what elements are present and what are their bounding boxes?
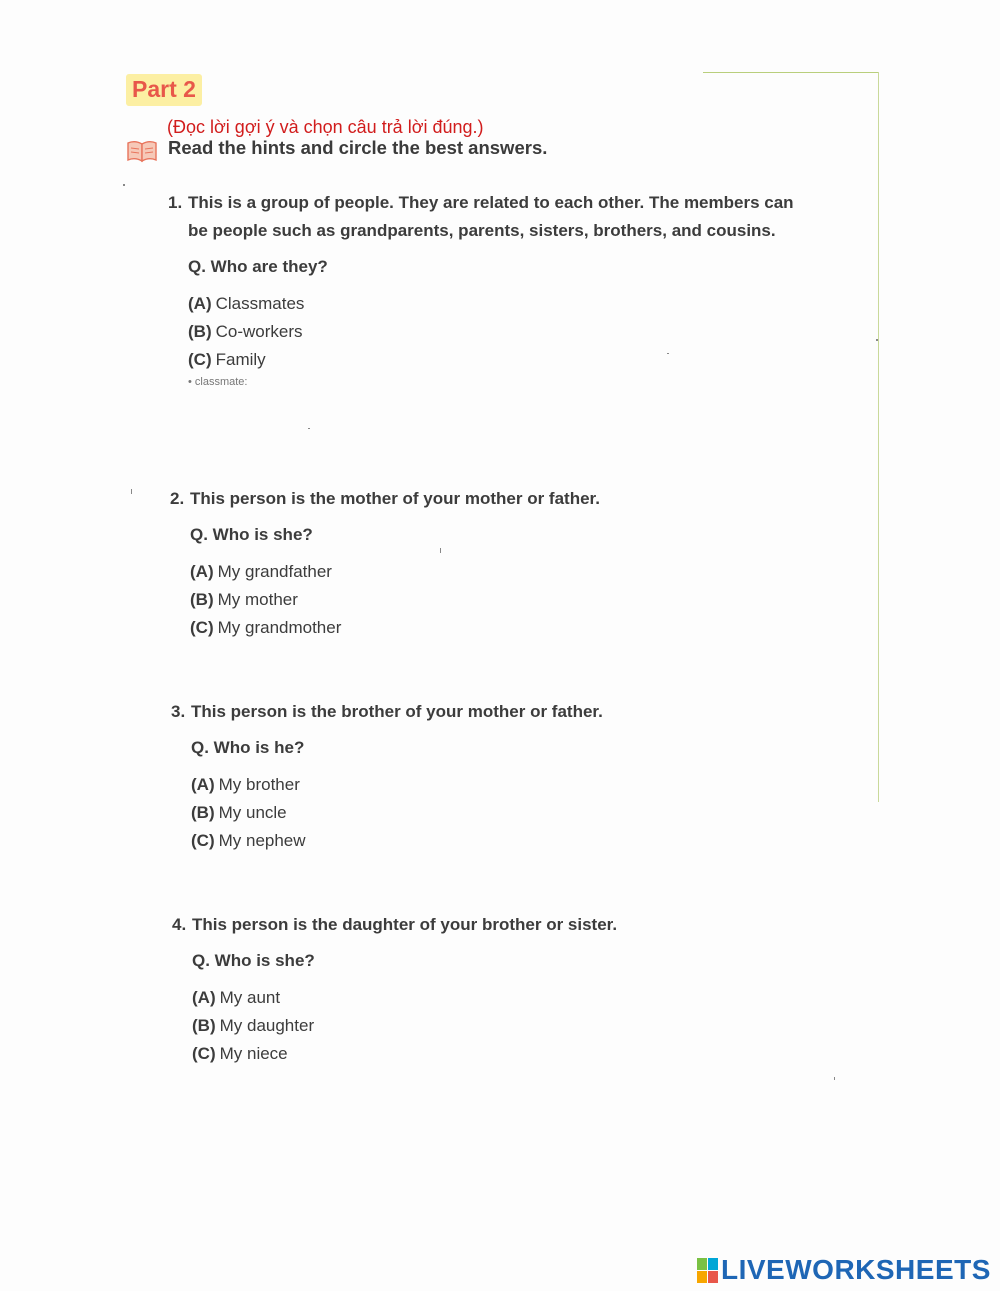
open-book-icon (126, 139, 158, 163)
scan-speck (440, 548, 441, 553)
option-text: My grandfather (217, 562, 332, 581)
option-text: My brother (218, 775, 300, 794)
option-text: My mother (217, 590, 298, 609)
option-key: (B) (192, 1016, 216, 1035)
hint-text: This person is the daughter of your brother or sister. (192, 915, 618, 934)
question-number: 2. (170, 489, 185, 508)
answer-options (192, 984, 812, 1068)
question-number: 1. (168, 193, 183, 212)
option-text: My daughter (219, 1016, 315, 1035)
option-key: (B) (188, 322, 212, 341)
answer-option-a[interactable] (191, 771, 811, 799)
question-2 (170, 485, 810, 642)
option-text: Classmates (215, 294, 305, 313)
option-key: (C) (188, 350, 212, 369)
question-prompt: Q. Who is she? (190, 525, 313, 544)
question-prompt: Q. Who are they? (188, 257, 328, 276)
scan-speck (876, 339, 878, 341)
answer-option-b[interactable] (188, 318, 808, 346)
option-text: Co-workers (215, 322, 303, 341)
scan-speck (834, 1077, 835, 1080)
question-number: 3. (171, 702, 186, 721)
english-instruction: Read the hints and circle the best answers. (168, 137, 548, 158)
question-1 (168, 189, 808, 388)
scan-speck (667, 353, 669, 354)
option-text: My uncle (218, 803, 287, 822)
option-key: (A) (188, 294, 212, 313)
vocabulary-note: • classmate: (188, 376, 248, 388)
question-hint (170, 485, 810, 513)
answer-option-c[interactable] (188, 346, 808, 374)
logo-block (697, 1258, 707, 1270)
answer-option-a[interactable] (190, 558, 810, 586)
option-key: (C) (190, 618, 214, 637)
answer-option-c[interactable] (191, 827, 811, 855)
option-key: (C) (191, 831, 215, 850)
logo-block (697, 1271, 707, 1283)
question-hint (168, 189, 808, 245)
scan-speck (123, 184, 125, 186)
question-prompt: Q. Who is she? (192, 951, 315, 970)
hint-text: This person is the mother of your mother or father. (190, 489, 600, 508)
vietnamese-instruction: (Đọc lời gợi ý và chọn câu trả lời đúng.) (167, 117, 484, 137)
answer-options (188, 290, 808, 374)
part-label: Part 2 (126, 74, 202, 106)
answer-options (191, 771, 811, 855)
scan-speck (131, 489, 132, 494)
question-hint (172, 911, 812, 939)
answer-option-a[interactable] (192, 984, 812, 1012)
answer-option-c[interactable] (192, 1040, 812, 1068)
page-frame-top-line (703, 72, 879, 73)
option-key: (A) (192, 988, 216, 1007)
logo-block (708, 1258, 718, 1270)
option-key: (A) (191, 775, 215, 794)
option-key: (A) (190, 562, 214, 581)
option-text: My grandmother (217, 618, 342, 637)
option-key: (C) (192, 1044, 216, 1063)
question-3 (171, 698, 811, 855)
option-text: Family (215, 350, 266, 369)
brand-name: LIVEWORKSHEETS (721, 1254, 991, 1285)
question-hint (171, 698, 811, 726)
option-text: My niece (219, 1044, 288, 1063)
question-4 (172, 911, 812, 1068)
answer-option-b[interactable] (192, 1012, 812, 1040)
option-text: My aunt (219, 988, 281, 1007)
question-number: 4. (172, 915, 187, 934)
hint-text: This is a group of people. They are related to each other. The members can be people such as grandparents, parents, sisters, brothers, and cousins. (188, 193, 794, 240)
answer-option-a[interactable] (188, 290, 808, 318)
option-text: My nephew (218, 831, 306, 850)
scan-speck (308, 428, 310, 429)
answer-option-b[interactable] (190, 586, 810, 614)
hint-text: This person is the brother of your mother or father. (191, 702, 603, 721)
question-prompt: Q. Who is he? (191, 738, 305, 757)
answer-options (190, 558, 810, 642)
answer-option-c[interactable] (190, 614, 810, 642)
option-key: (B) (190, 590, 214, 609)
option-key: (B) (191, 803, 215, 822)
page-frame-right-line (878, 72, 879, 802)
logo-block (708, 1271, 718, 1283)
answer-option-b[interactable] (191, 799, 811, 827)
liveworksheets-logo-icon (697, 1258, 718, 1283)
liveworksheets-watermark (697, 1254, 991, 1286)
